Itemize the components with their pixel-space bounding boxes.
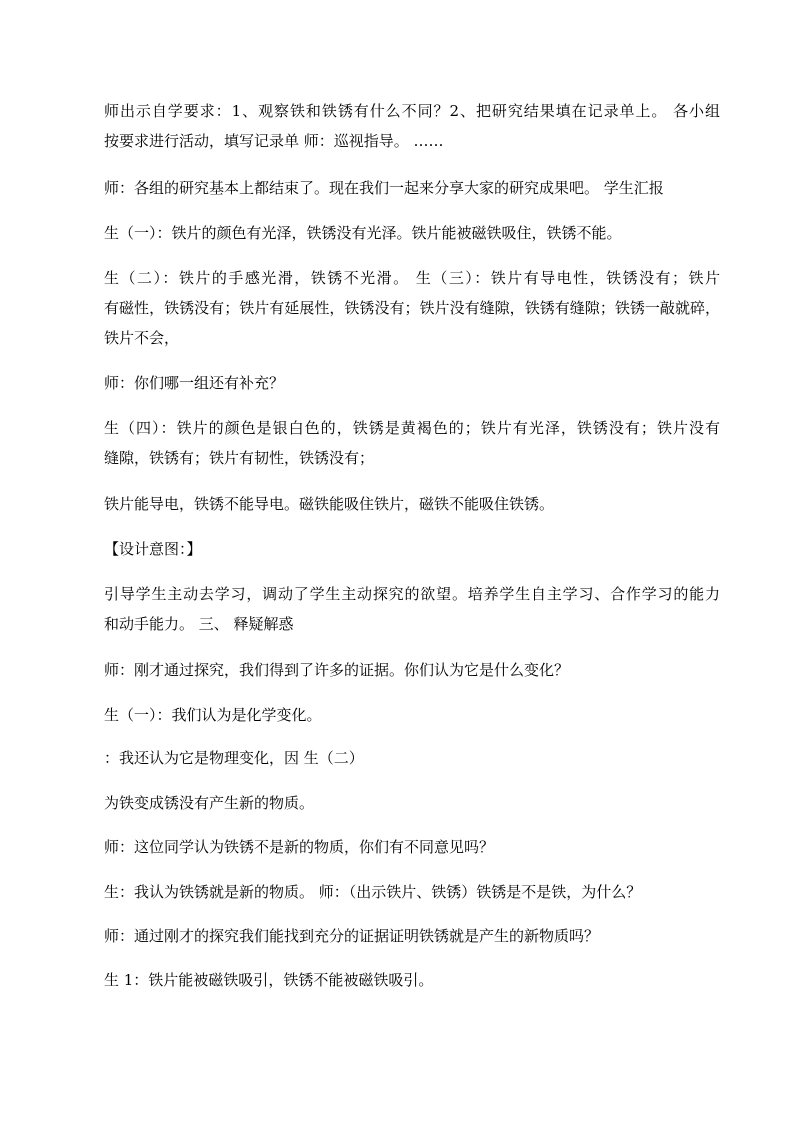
paragraph-self-study-requirements <box>104 96 720 156</box>
paragraph-teacher-different-opinion <box>104 832 720 862</box>
text-line: 生（一）：我们认为是化学变化。 <box>104 706 322 724</box>
paragraph-chemical-change-answer <box>104 700 720 730</box>
text-line: 师：各组的研究基本上都结束了。现在我们一起来分享大家的研究成果吧。 学生汇报 <box>104 179 664 197</box>
text-line: 为铁变成锈没有产生新的物质。 <box>104 794 315 812</box>
paragraph-teacher-change-question <box>104 655 720 685</box>
paragraph-rust-is-new-substance <box>104 877 720 907</box>
paragraph-conductivity-magnetism <box>104 489 720 519</box>
text-line: 生：我认为铁锈就是新的物质。 师：（出示铁片、铁锈）铁锈是不是铁，为什么？ <box>104 883 642 901</box>
text-line: 师：你们哪一组还有补充？ <box>104 374 285 392</box>
paragraph-teacher-question-supplement <box>104 368 720 398</box>
text-line: 师：刚才通过探究，我们得到了许多的证据。你们认为它是什么变化？ <box>104 661 570 679</box>
text-line: 有磁性，铁锈没有；铁片有延展性，铁锈没有；铁片没有缝隙，铁锈有缝隙；铁锈一敲就碎， <box>104 299 720 317</box>
text-line: 师：这位同学认为铁锈不是新的物质，你们有不同意见吗？ <box>104 838 495 856</box>
text-line: 师出示自学要求：1、观察铁和铁锈有什么不同？2、把研究结果填在记录单上。 各小组 <box>104 102 720 120</box>
text-line: 引导学生主动去学习，调动了学生主动探究的欲望。培养学生自主学习、合作学习的能力 <box>104 585 720 603</box>
paragraph-physical-change-answer <box>104 743 720 773</box>
paragraph-group-two-three <box>104 263 720 353</box>
text-line: 师：通过刚才的探究我们能找到充分的证据证明铁锈就是产生的新物质吗？ <box>104 927 600 945</box>
text-line: 生（一）：铁片的颜色有光泽，铁锈没有光泽。铁片能被磁铁吸住，铁锈不能。 <box>104 224 622 242</box>
paragraph-design-intent-heading <box>104 534 720 564</box>
text-line: 【设计意图：】 <box>104 540 202 558</box>
paragraph-no-new-substance <box>104 788 720 818</box>
paragraph-student-one-magnet <box>104 965 720 995</box>
paragraph-teacher-summary <box>104 173 720 203</box>
text-line: 生 1：铁片能被磁铁吸引，铁锈不能被磁铁吸引。 <box>104 971 434 989</box>
text-line: 铁片能导电，铁锈不能导电。磁铁能吸住铁片，磁铁不能吸住铁锈。 <box>104 495 555 513</box>
text-line: 缝隙，铁锈有；铁片有韧性，铁锈没有； <box>104 449 375 467</box>
text-line: 生（二）：铁片的手感光滑，铁锈不光滑。 生（三）：铁片有导电性，铁锈没有；铁片 <box>104 269 720 287</box>
text-line: 和动手能力。 三、 释疑解惑 <box>104 615 294 633</box>
paragraph-group-four <box>104 413 720 473</box>
text-line: 生（四）：铁片的颜色是银白色的，铁锈是黄褐色的；铁片有光泽，铁锈没有；铁片没有 <box>104 419 720 437</box>
paragraph-group-one <box>104 218 720 248</box>
paragraph-teacher-evidence-question <box>104 921 720 951</box>
paragraph-design-intent-body <box>104 579 720 639</box>
text-line: ：我还认为它是物理变化，因 生（二） <box>104 749 364 767</box>
text-line: 铁片不会， <box>104 329 180 347</box>
text-line: 按要求进行活动，填写记录单 师：巡视指导。 …… <box>104 132 444 150</box>
